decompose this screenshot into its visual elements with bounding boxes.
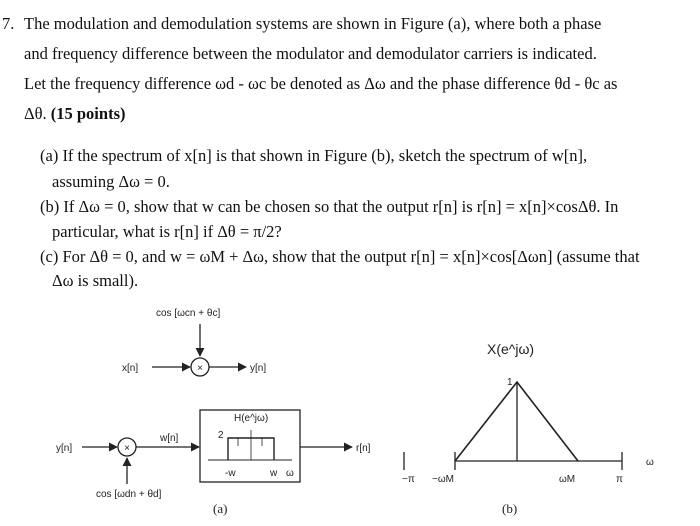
demodulator-multiplier-symbol: × (124, 443, 130, 454)
part-a-line-2: assuming Δω = 0. (52, 172, 170, 191)
spectrum-tick-neg-pi: −π (402, 474, 415, 485)
filter-omega-label: ω (286, 468, 294, 479)
part-c-line-2: Δω is small). (52, 271, 139, 290)
figure-b-caption: (b) (502, 501, 518, 516)
spectrum-axis-label: ω (646, 457, 654, 468)
problem-line-1: The modulation and demodulation systems are shown in Figure (a), where both a phase (24, 14, 602, 33)
spectrum-title: X(e^jω) (487, 341, 535, 357)
part-b-line-1: (b) If Δω = 0, show that w can be chosen so that the output r[n] is r[n] = x[n]×cosΔθ. In (40, 197, 619, 216)
filter-neg-w-label: -w (225, 468, 236, 479)
problem-points: (15 points) (50, 104, 126, 123)
demodulator-diagram (56, 410, 371, 500)
filter-label: H(e^jω) (234, 413, 269, 424)
problem-line-4-text: Δθ. (24, 104, 47, 123)
demodulator-output-label: r[n] (356, 443, 371, 454)
problem-line-3: Let the frequency difference ωd - ωc be denoted as Δω and the phase difference θd - θc as (24, 74, 618, 93)
figure-a-caption: (a) (213, 501, 228, 516)
modulator-carrier-label: cos [ωcn + θc] (156, 308, 221, 319)
filter-gain-label: 2 (218, 430, 224, 441)
demodulator-carrier-label: cos [ωdn + θd] (96, 489, 162, 500)
part-c-line-1: (c) For Δθ = 0, and w = ωM + Δω, show that the output r[n] = x[n]×cos[Δωn] (assume that (40, 247, 640, 266)
modulator-multiplier-symbol: × (197, 363, 203, 374)
demodulator-input-label: y[n] (56, 443, 73, 454)
spectrum-tick-neg-wm: −ωM (432, 474, 454, 485)
problem-line-2: and frequency difference between the modulator and demodulator carriers is indicated. (24, 44, 597, 63)
spectrum-tick-wm: ωM (559, 474, 576, 485)
part-a-line-1: (a) If the spectrum of x[n] is that shown in Figure (b), sketch the spectrum of w[n], (40, 146, 588, 165)
spectrum-tick-pi: π (616, 474, 623, 485)
modulator-diagram (122, 308, 266, 376)
filter-pos-w-label: w (270, 468, 278, 479)
demodulator-mid-label: w[n] (160, 433, 179, 444)
modulator-input-label: x[n] (122, 363, 139, 374)
modulator-output-label: y[n] (250, 363, 267, 374)
problem-number: 7. (2, 14, 15, 33)
spectrum-plot (402, 341, 654, 485)
part-b-line-2: particular, what is r[n] if Δθ = π/2? (52, 222, 282, 241)
spectrum-peak-label: 1 (507, 377, 513, 388)
